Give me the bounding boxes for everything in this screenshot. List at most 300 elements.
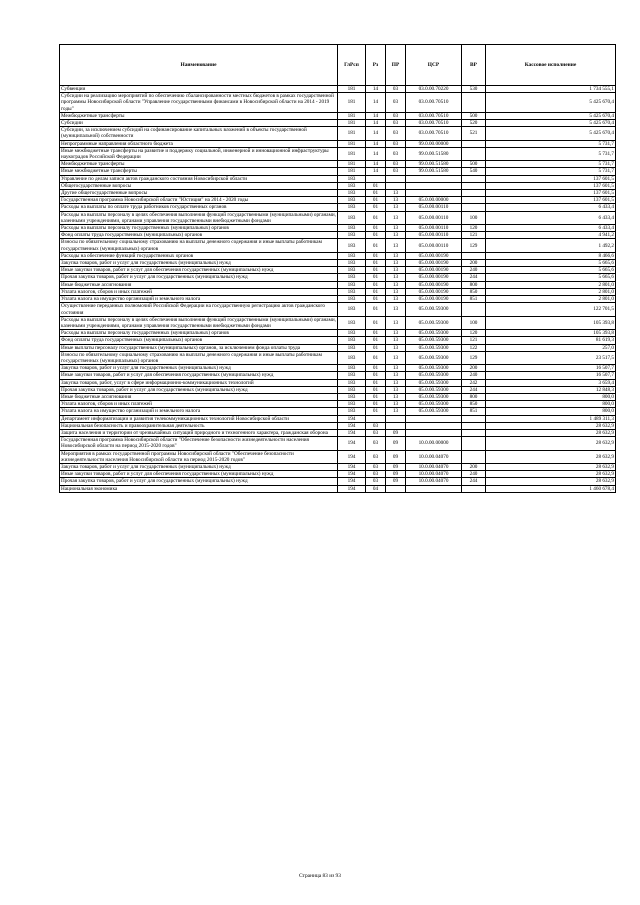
table-row [60, 351, 616, 364]
table-row [60, 140, 616, 147]
cell-name: Иные закупки товаров, работ и услуг для обеспечения государственных (муниципальных) нужд [60, 372, 338, 379]
cell-vr [462, 204, 486, 211]
cell-pr: 03 [386, 112, 406, 119]
table-row [60, 437, 616, 450]
table-row [60, 281, 616, 288]
cell-pr: 03 [386, 120, 406, 127]
cell-csr: 10.0.00.04070 [406, 463, 462, 470]
cell-rz: 01 [366, 190, 386, 197]
cell-csr: 05.0.00.59300 [406, 386, 462, 393]
cell-pr: 13 [386, 260, 406, 267]
cell-glrsp: 181 [338, 147, 366, 160]
cell-amount: 28 632,9 [486, 471, 616, 478]
cell-csr: 05.0.00.00110 [406, 239, 462, 252]
cell-rz: 01 [366, 344, 386, 351]
cell-pr: 13 [386, 408, 406, 415]
cell-vr: 120 [462, 330, 486, 337]
cell-amount: 5 425 670,4 [486, 127, 616, 140]
cell-rz: 01 [366, 252, 386, 259]
cell-pr: 13 [386, 281, 406, 288]
cell-amount: 81 619,3 [486, 337, 616, 344]
cell-csr: 03.0.00.70510 [406, 127, 462, 140]
cell-name: Расходы на выплаты персоналу в целях обеспечения выполнения функций государственными (муниципальными) органами, казенными учреждениями, органами управления государственными внебюджетными фондами [61, 211, 336, 224]
cell-vr: 500 [462, 112, 486, 119]
cell-glrsp: 183 [338, 175, 366, 182]
cell-pr: 13 [386, 225, 406, 232]
cell-name: Защита населения и территории от чрезвычайных ситуаций природного и техногенного характера, гражданская оборона [60, 429, 338, 436]
table-row [60, 379, 616, 386]
cell-csr: 05.0.00.59300 [406, 372, 462, 379]
table-row [60, 422, 616, 429]
cell-vr: 540 [462, 168, 486, 175]
cell-vr [462, 197, 486, 204]
cell-glrsp: 183 [338, 225, 366, 232]
cell-pr [386, 415, 406, 422]
cell-csr: 99.0.00.51580 [406, 161, 462, 168]
cell-rz: 01 [366, 401, 386, 408]
cell-name: Межбюджетные трансферты [60, 112, 338, 119]
cell-pr: 13 [386, 232, 406, 239]
table-row [60, 471, 616, 478]
table-row [60, 239, 616, 252]
cell-glrsp: 194 [338, 485, 366, 492]
cell-csr: 05.0.00.00110 [406, 232, 462, 239]
cell-rz: 01 [366, 211, 386, 224]
cell-name: Общегосударственные вопросы [60, 182, 338, 189]
cell-amount: 5 731,7 [486, 168, 616, 175]
cell-pr: 13 [386, 288, 406, 295]
cell-pr: 09 [386, 450, 406, 463]
cell-rz: 01 [366, 296, 386, 303]
cell-rz: 14 [366, 147, 386, 160]
cell-glrsp: 183 [338, 204, 366, 211]
cell-amount: 12 848,3 [486, 386, 616, 393]
table-row [60, 372, 616, 379]
cell-glrsp: 183 [338, 351, 366, 364]
table-row [60, 288, 616, 295]
table-body [60, 86, 616, 493]
cell-amount: 5 425 670,4 [486, 120, 616, 127]
cell-vr: 800 [462, 281, 486, 288]
cell-glrsp: 194 [338, 471, 366, 478]
cell-csr: 05.0.00.00190 [406, 281, 462, 288]
cell-glrsp: 194 [338, 422, 366, 429]
cell-glrsp: 194 [338, 478, 366, 485]
cell-rz: 01 [366, 260, 386, 267]
cell-csr: 10.0.00.04070 [406, 450, 462, 463]
cell-vr: 240 [462, 267, 486, 274]
cell-name: Закупка товаров, работ и услуг для государственных (муниципальных) нужд [60, 365, 338, 372]
cell-glrsp: 183 [338, 281, 366, 288]
cell-pr: 13 [386, 337, 406, 344]
cell-amount: 137 601,5 [486, 182, 616, 189]
cell-glrsp: 183 [338, 401, 366, 408]
cell-csr [406, 429, 462, 436]
cell-rz: 01 [366, 303, 386, 316]
table-row [60, 225, 616, 232]
budget-table [59, 44, 616, 493]
cell-csr: 05.0.00.00190 [406, 252, 462, 259]
cell-pr: 13 [386, 274, 406, 281]
cell-rz [366, 175, 386, 182]
cell-rz: 03 [366, 437, 386, 450]
table-row [60, 175, 616, 182]
cell-csr: 05.0.00.00110 [406, 211, 462, 224]
header-row [60, 45, 616, 86]
cell-csr: 05.0.00.00110 [406, 204, 462, 211]
cell-vr [462, 450, 486, 463]
cell-csr: 05.0.00.00190 [406, 260, 462, 267]
cell-name: Департамент информатизации и развития телекоммуникационных технологий Новосибирской области [60, 415, 338, 422]
cell-glrsp: 183 [338, 288, 366, 295]
cell-name: Взносы по обязательному социальному страхованию на выплаты денежного содержания и иные выплаты работникам государственных (муниципальных) органов [60, 351, 338, 364]
cell-glrsp: 181 [338, 93, 366, 113]
cell-vr [462, 303, 486, 316]
cell-amount: 5 665,6 [486, 260, 616, 267]
cell-csr: 05.0.00.59300 [406, 344, 462, 351]
cell-name: Закупка товаров, работ и услуг для государственных (муниципальных) нужд [60, 463, 338, 470]
cell-vr: 200 [462, 260, 486, 267]
cell-pr: 13 [386, 267, 406, 274]
cell-vr: 800 [462, 393, 486, 400]
cell-glrsp: 183 [338, 330, 366, 337]
cell-csr: 10.0.00.04070 [406, 471, 462, 478]
cell-vr [462, 175, 486, 182]
cell-rz: 01 [366, 204, 386, 211]
table-row [60, 393, 616, 400]
cell-name: Субсидии на реализацию мероприятий по обеспечению сбалансированности местных бюджетов в рамках государственной программы Новосибирской области "Управление государственными финансами в Новосибирской области на 2014 - 2019 годы" [60, 93, 338, 113]
table-row [60, 93, 616, 113]
table-row [60, 112, 616, 119]
cell-name: Уплата налога на имущество организаций и земельного налога [60, 408, 338, 415]
cell-csr: 99.0.00.00000 [406, 140, 462, 147]
cell-csr: 05.0.00.00190 [406, 288, 462, 295]
cell-pr: 13 [386, 204, 406, 211]
cell-amount: 2 801,0 [486, 281, 616, 288]
cell-name: Фонд оплаты труда государственных (муниципальных) органов [60, 232, 338, 239]
cell-name: Иные закупки товаров, работ и услуг для обеспечения государственных (муниципальных) нужд [60, 471, 338, 478]
table-row [60, 429, 616, 436]
cell-amount: 5 425 670,4 [486, 112, 616, 119]
cell-name: Мероприятия в рамках государственной программы Новосибирской области "Обеспечение безопасности жизнедеятельности населения Новосибирской области на период 2015-2020 годов" [60, 450, 338, 463]
cell-amount: 122 701,5 [486, 303, 616, 316]
cell-vr: 129 [462, 351, 486, 364]
cell-amount: 3 659,4 [486, 379, 616, 386]
cell-name: Управление по делам записи актов гражданского состояния Новосибирской области [60, 175, 338, 182]
cell-rz: 14 [366, 120, 386, 127]
cell-pr: 13 [386, 190, 406, 197]
cell-name: Расходы на обеспечение функций государственных органов [60, 252, 338, 259]
cell-amount: 105 393,8 [486, 330, 616, 337]
table-row [60, 232, 616, 239]
table-row [60, 450, 616, 463]
cell-rz: 03 [366, 422, 386, 429]
cell-vr: 122 [462, 344, 486, 351]
cell-csr: 03.0.00.70510 [406, 120, 462, 127]
cell-csr: 05.0.00.00190 [406, 274, 462, 281]
cell-vr: 200 [462, 463, 486, 470]
cell-glrsp: 183 [338, 211, 366, 224]
cell-pr: 13 [386, 296, 406, 303]
table-row [60, 415, 616, 422]
cell-name: Фонд оплаты труда государственных (муниципальных) органов [60, 337, 338, 344]
cell-amount: 5 425 670,4 [486, 93, 616, 113]
cell-glrsp: 194 [338, 429, 366, 436]
cell-rz: 03 [366, 471, 386, 478]
cell-name: Уплата налога на имущество организаций и земельного налога [60, 296, 338, 303]
cell-csr: 05.0.00.59300 [406, 303, 462, 316]
cell-amount: 1 489 311,3 [486, 415, 616, 422]
cell-vr: 240 [462, 471, 486, 478]
cell-rz: 01 [366, 232, 386, 239]
cell-glrsp: 183 [338, 365, 366, 372]
cell-name: Расходы на выплаты по оплате труда работников государственных органов [60, 204, 338, 211]
col-header-csr: ЦСР [406, 45, 462, 86]
cell-pr: 03 [386, 140, 406, 147]
cell-rz: 14 [366, 168, 386, 175]
table-row [60, 401, 616, 408]
cell-amount: 4 941,2 [486, 232, 616, 239]
cell-csr: 05.0.00.59300 [406, 379, 462, 386]
cell-name: Расходы на выплаты персоналу в целях обеспечения выполнения функций государственными (муниципальными) органами, казенными учреждениями, органами управления государственными внебюджетными фондами [61, 316, 336, 329]
cell-name: Осуществление переданных полномочий Российской Федерации на государственную регистрацию актов гражданского состояния [60, 303, 338, 316]
cell-amount: 5 665,6 [486, 267, 616, 274]
cell-glrsp: 194 [338, 415, 366, 422]
cell-name: Непрограммные направления областного бюджета [60, 140, 338, 147]
table-row [60, 485, 616, 492]
cell-pr: 03 [386, 161, 406, 168]
cell-rz: 01 [366, 379, 386, 386]
cell-rz: 01 [366, 274, 386, 281]
cell-glrsp: 183 [338, 408, 366, 415]
cell-rz: 01 [366, 351, 386, 364]
cell-rz [366, 415, 386, 422]
cell-name: Субвенции [60, 86, 338, 93]
cell-glrsp: 194 [338, 463, 366, 470]
cell-csr [406, 190, 462, 197]
cell-amount: 5 731,7 [486, 147, 616, 160]
cell-vr: 850 [462, 288, 486, 295]
budget-table-sheet [59, 44, 615, 493]
cell-rz: 14 [366, 161, 386, 168]
cell-csr: 99.0.00.51580 [406, 147, 462, 160]
cell-csr: 10.0.00.00000 [406, 437, 462, 450]
table-row [60, 86, 616, 93]
table-row [60, 344, 616, 351]
col-header-glrsp: ГлРсп [338, 45, 366, 86]
cell-glrsp: 181 [338, 120, 366, 127]
cell-glrsp: 183 [338, 232, 366, 239]
cell-csr: 03.0.00.70510 [406, 112, 462, 119]
table-row [60, 365, 616, 372]
cell-glrsp: 183 [338, 296, 366, 303]
cell-name: Иные бюджетные ассигнования [60, 393, 338, 400]
cell-pr [386, 182, 406, 189]
table-row [60, 260, 616, 267]
cell-rz: 14 [366, 93, 386, 113]
cell-amount: 105 393,8 [486, 316, 616, 329]
cell-csr: 05.0.00.59300 [406, 316, 462, 329]
cell-name: Межбюджетные трансферты [60, 161, 338, 168]
cell-pr: 03 [386, 168, 406, 175]
cell-amount: 6 433,4 [486, 225, 616, 232]
cell-vr: 521 [462, 127, 486, 140]
cell-pr: 09 [386, 429, 406, 436]
table-row [60, 197, 616, 204]
cell-pr: 13 [386, 351, 406, 364]
cell-vr: 851 [462, 296, 486, 303]
cell-glrsp: 181 [338, 161, 366, 168]
cell-pr: 13 [386, 401, 406, 408]
table-row [60, 252, 616, 259]
cell-name: Иные бюджетные ассигнования [60, 281, 338, 288]
cell-vr: 530 [462, 86, 486, 93]
cell-vr: 500 [462, 161, 486, 168]
cell-name: Расходы на выплаты персоналу государственных (муниципальных) органов [60, 225, 338, 232]
cell-vr: 100 [462, 211, 486, 224]
cell-rz: 01 [366, 225, 386, 232]
cell-vr [462, 140, 486, 147]
cell-glrsp: 183 [338, 303, 366, 316]
cell-pr: 13 [386, 372, 406, 379]
table-row [60, 408, 616, 415]
table-row [60, 337, 616, 344]
cell-rz: 14 [366, 112, 386, 119]
table-row [60, 296, 616, 303]
cell-name: Расходы на выплаты персоналу государственных (муниципальных) органов [60, 330, 338, 337]
cell-csr: 99.0.00.51580 [406, 168, 462, 175]
cell-rz: 04 [366, 485, 386, 492]
cell-vr: 850 [462, 401, 486, 408]
table-row [60, 120, 616, 127]
cell-amount: 1 460 678,4 [486, 485, 616, 492]
table-row [60, 303, 616, 316]
cell-pr: 09 [386, 463, 406, 470]
cell-csr [406, 485, 462, 492]
cell-glrsp: 183 [338, 260, 366, 267]
cell-glrsp: 183 [338, 379, 366, 386]
cell-rz: 03 [366, 463, 386, 470]
cell-rz: 03 [366, 478, 386, 485]
cell-rz: 01 [366, 365, 386, 372]
cell-amount: 800,0 [486, 401, 616, 408]
cell-rz: 01 [366, 386, 386, 393]
cell-vr: 121 [462, 337, 486, 344]
cell-pr: 03 [386, 93, 406, 113]
cell-amount: 16 507,7 [486, 372, 616, 379]
col-header-amount: Кассовое исполнение [486, 45, 616, 86]
cell-pr: 13 [386, 386, 406, 393]
cell-name: Прочая закупка товаров, работ и услуг для государственных (муниципальных) нужд [60, 274, 338, 281]
cell-pr: 13 [386, 211, 406, 224]
cell-glrsp: 181 [338, 127, 366, 140]
cell-vr: 244 [462, 478, 486, 485]
cell-csr: 05.0.00.00110 [406, 225, 462, 232]
cell-csr: 05.0.00.00190 [406, 296, 462, 303]
cell-rz: 01 [366, 281, 386, 288]
cell-csr: 05.0.00.59300 [406, 330, 462, 337]
cell-rz: 01 [366, 267, 386, 274]
cell-name: Взносы по обязательному социальному страхованию на выплаты денежного содержания и иные выплаты работникам государственных (муниципальных) органов [60, 239, 338, 252]
cell-amount: 800,0 [486, 393, 616, 400]
cell-pr: 03 [386, 147, 406, 160]
cell-glrsp: 183 [338, 252, 366, 259]
cell-glrsp: 183 [338, 274, 366, 281]
cell-name: Иные межбюджетные трансферты [60, 168, 338, 175]
cell-name: Закупка товаров, работ, услуг в сфере информационно-коммуникационных технологий [60, 379, 338, 386]
col-header-rz: Рз [366, 45, 386, 86]
cell-vr [462, 93, 486, 113]
cell-glrsp: 183 [338, 337, 366, 344]
cell-amount: 28 632,9 [486, 422, 616, 429]
cell-name: Прочая закупка товаров, работ и услуг для государственных (муниципальных) нужд [60, 478, 338, 485]
cell-pr: 03 [386, 127, 406, 140]
table-row [60, 316, 616, 329]
table-row [60, 182, 616, 189]
cell-amount: 28 632,9 [486, 437, 616, 450]
cell-rz: 01 [366, 408, 386, 415]
cell-name: Уплата налогов, сборов и иных платежей [60, 401, 338, 408]
col-header-vr: ВР [462, 45, 486, 86]
cell-pr: 13 [386, 239, 406, 252]
cell-pr: 13 [386, 197, 406, 204]
cell-vr: 240 [462, 372, 486, 379]
cell-vr [462, 429, 486, 436]
cell-rz: 01 [366, 316, 386, 329]
table-row [60, 190, 616, 197]
cell-amount: 257,0 [486, 344, 616, 351]
cell-glrsp: 183 [338, 267, 366, 274]
cell-amount: 1 734 555,1 [486, 86, 616, 93]
cell-csr: 05.0.00.59300 [406, 351, 462, 364]
cell-csr [406, 422, 462, 429]
cell-glrsp: 181 [338, 86, 366, 93]
cell-amount: 137 601,5 [486, 197, 616, 204]
cell-amount: 6 433,4 [486, 211, 616, 224]
cell-pr: 13 [386, 316, 406, 329]
cell-glrsp: 183 [338, 197, 366, 204]
cell-pr: 13 [386, 344, 406, 351]
cell-csr: 05.0.00.59300 [406, 401, 462, 408]
cell-vr [462, 252, 486, 259]
page-footer: Страница 83 из 93 [299, 873, 341, 879]
cell-amount: 8 466,6 [486, 252, 616, 259]
cell-glrsp: 181 [338, 168, 366, 175]
cell-amount: 2 801,0 [486, 288, 616, 295]
cell-vr [462, 147, 486, 160]
cell-vr: 129 [462, 239, 486, 252]
cell-amount: 28 632,9 [486, 478, 616, 485]
cell-csr [406, 175, 462, 182]
cell-vr: 200 [462, 365, 486, 372]
cell-pr: 09 [386, 478, 406, 485]
cell-name: Иные выплаты персоналу государственных (муниципальных) органов, за исключением фонда оплаты труда [60, 344, 338, 351]
cell-glrsp: 181 [338, 140, 366, 147]
cell-pr: 13 [386, 252, 406, 259]
cell-vr: 244 [462, 386, 486, 393]
cell-name: Закупка товаров, работ и услуг для государственных (муниципальных) нужд [60, 260, 338, 267]
cell-amount: 23 517,5 [486, 351, 616, 364]
cell-csr: 05.0.00.59300 [406, 408, 462, 415]
table-row [60, 168, 616, 175]
cell-name: Другие общегосударственные вопросы [60, 190, 338, 197]
table-row [60, 478, 616, 485]
cell-name: Иные межбюджетные трансферты на развитие и поддержку социальной, инженерной и инновационной инфраструктуры наукоградов Российской Федерации [60, 147, 338, 160]
cell-amount: 5 731,7 [486, 161, 616, 168]
cell-rz: 01 [366, 393, 386, 400]
table-row [60, 127, 616, 140]
cell-amount: 28 632,9 [486, 463, 616, 470]
